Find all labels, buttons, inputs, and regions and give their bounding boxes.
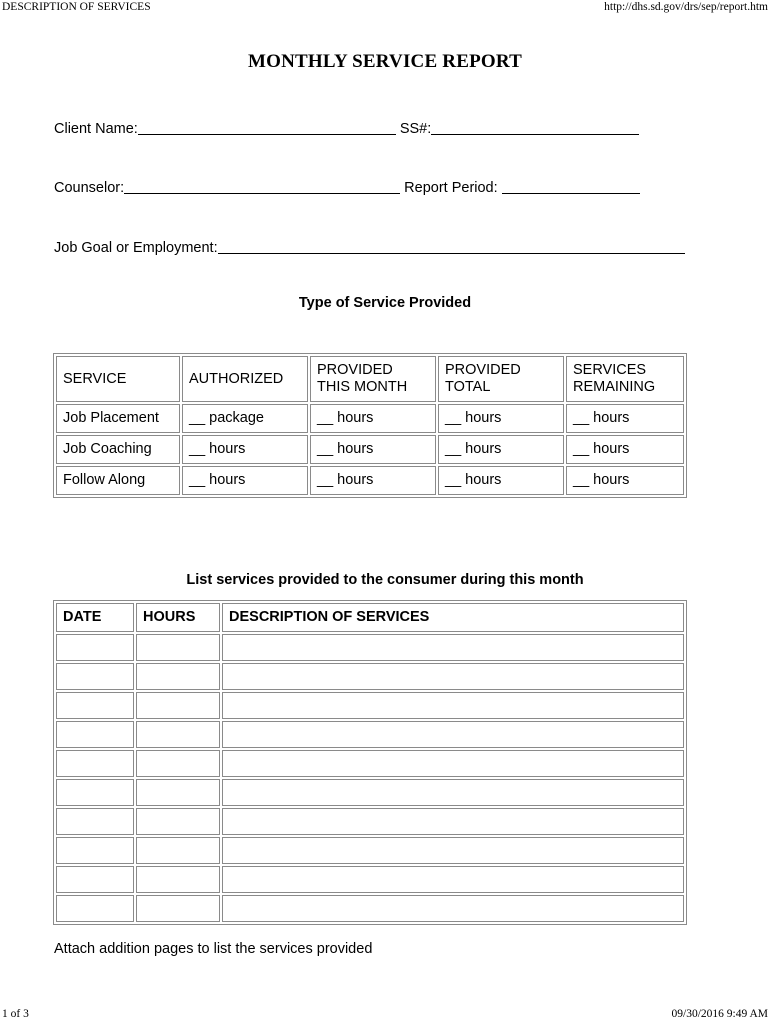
description-cell[interactable]: [222, 779, 684, 806]
description-cell[interactable]: [222, 692, 684, 719]
report-period-field[interactable]: [502, 178, 640, 194]
ss-label: SS#:: [399, 121, 432, 137]
table-row: [56, 404, 684, 433]
table-row: [56, 895, 684, 922]
counselor-label: Counselor:: [54, 180, 125, 196]
authorized-cell[interactable]: __ package: [182, 404, 308, 433]
date-cell[interactable]: [56, 721, 134, 748]
attach-note: Attach addition pages to list the services provided: [54, 941, 373, 957]
counselor-field[interactable]: [124, 178, 400, 194]
table-row: [56, 466, 684, 495]
header-cell: SERVICES REMAINING: [566, 356, 684, 402]
date-cell[interactable]: [56, 808, 134, 835]
hours-cell[interactable]: [136, 721, 220, 748]
table-row: [56, 634, 684, 661]
hours-cell[interactable]: [136, 779, 220, 806]
service-section-title: Type of Service Provided: [298, 295, 472, 311]
date-cell[interactable]: [56, 692, 134, 719]
page-number: 1 of 3: [2, 1008, 29, 1020]
table-row: [56, 663, 684, 690]
hours-cell[interactable]: [136, 692, 220, 719]
description-cell[interactable]: [222, 721, 684, 748]
hours-cell[interactable]: [136, 837, 220, 864]
authorized-cell[interactable]: __ hours: [182, 466, 308, 495]
description-cell[interactable]: [222, 750, 684, 777]
header-cell: DESCRIPTION OF SERVICES: [222, 603, 684, 632]
list-table-header: [56, 603, 684, 632]
header-cell: HOURS: [136, 603, 220, 632]
table-row: [56, 721, 684, 748]
header-cell: PROVIDED THIS MONTH: [310, 356, 436, 402]
provided-month-cell[interactable]: __ hours: [310, 435, 436, 464]
client-name-label: Client Name:: [54, 121, 138, 137]
services-list-table: [53, 600, 687, 925]
client-name-field[interactable]: [138, 119, 396, 135]
description-cell[interactable]: [222, 837, 684, 864]
date-cell[interactable]: [56, 750, 134, 777]
provided-month-cell[interactable]: __ hours: [310, 466, 436, 495]
hours-cell[interactable]: [136, 808, 220, 835]
hours-cell[interactable]: [136, 663, 220, 690]
service-table-header: [56, 356, 684, 402]
ss-field[interactable]: [431, 119, 639, 135]
table-row: [56, 750, 684, 777]
authorized-cell[interactable]: __ hours: [182, 435, 308, 464]
table-row: [56, 435, 684, 464]
service-table: [53, 353, 687, 498]
header-cell: SERVICE: [56, 356, 180, 402]
remaining-cell[interactable]: __ hours: [566, 466, 684, 495]
page-title: MONTHLY SERVICE REPORT: [247, 51, 523, 72]
hours-cell[interactable]: [136, 750, 220, 777]
remaining-cell[interactable]: __ hours: [566, 435, 684, 464]
header-doc-title: DESCRIPTION OF SERVICES: [2, 1, 151, 13]
table-row: [56, 837, 684, 864]
remaining-cell[interactable]: __ hours: [566, 404, 684, 433]
table-row: [56, 866, 684, 893]
description-cell[interactable]: [222, 634, 684, 661]
client-name-row: [54, 117, 639, 137]
provided-total-cell[interactable]: __ hours: [438, 404, 564, 433]
table-row: [56, 779, 684, 806]
date-cell[interactable]: [56, 866, 134, 893]
table-row: [56, 692, 684, 719]
job-goal-label: Job Goal or Employment:: [54, 240, 218, 256]
date-cell[interactable]: [56, 663, 134, 690]
print-timestamp: 09/30/2016 9:49 AM: [671, 1008, 768, 1020]
report-period-label: Report Period:: [404, 180, 498, 196]
hours-cell[interactable]: [136, 634, 220, 661]
provided-total-cell[interactable]: __ hours: [438, 466, 564, 495]
date-cell[interactable]: [56, 895, 134, 922]
service-cell: Job Coaching: [56, 435, 180, 464]
date-cell[interactable]: [56, 634, 134, 661]
description-cell[interactable]: [222, 663, 684, 690]
header-cell: PROVIDED TOTAL: [438, 356, 564, 402]
hours-cell[interactable]: [136, 895, 220, 922]
header-cell: AUTHORIZED: [182, 356, 308, 402]
description-cell[interactable]: [222, 895, 684, 922]
description-cell[interactable]: [222, 866, 684, 893]
job-goal-field[interactable]: [218, 238, 685, 254]
list-section-title: List services provided to the consumer during this month: [186, 572, 584, 588]
provided-month-cell[interactable]: __ hours: [310, 404, 436, 433]
service-cell: Job Placement: [56, 404, 180, 433]
service-cell: Follow Along: [56, 466, 180, 495]
description-cell[interactable]: [222, 808, 684, 835]
table-row: [56, 808, 684, 835]
header-cell: DATE: [56, 603, 134, 632]
date-cell[interactable]: [56, 779, 134, 806]
date-cell[interactable]: [56, 837, 134, 864]
counselor-row: [54, 176, 640, 196]
header-url[interactable]: http://dhs.sd.gov/drs/sep/report.htm: [604, 1, 768, 13]
provided-total-cell[interactable]: __ hours: [438, 435, 564, 464]
job-goal-row: [54, 236, 685, 256]
hours-cell[interactable]: [136, 866, 220, 893]
